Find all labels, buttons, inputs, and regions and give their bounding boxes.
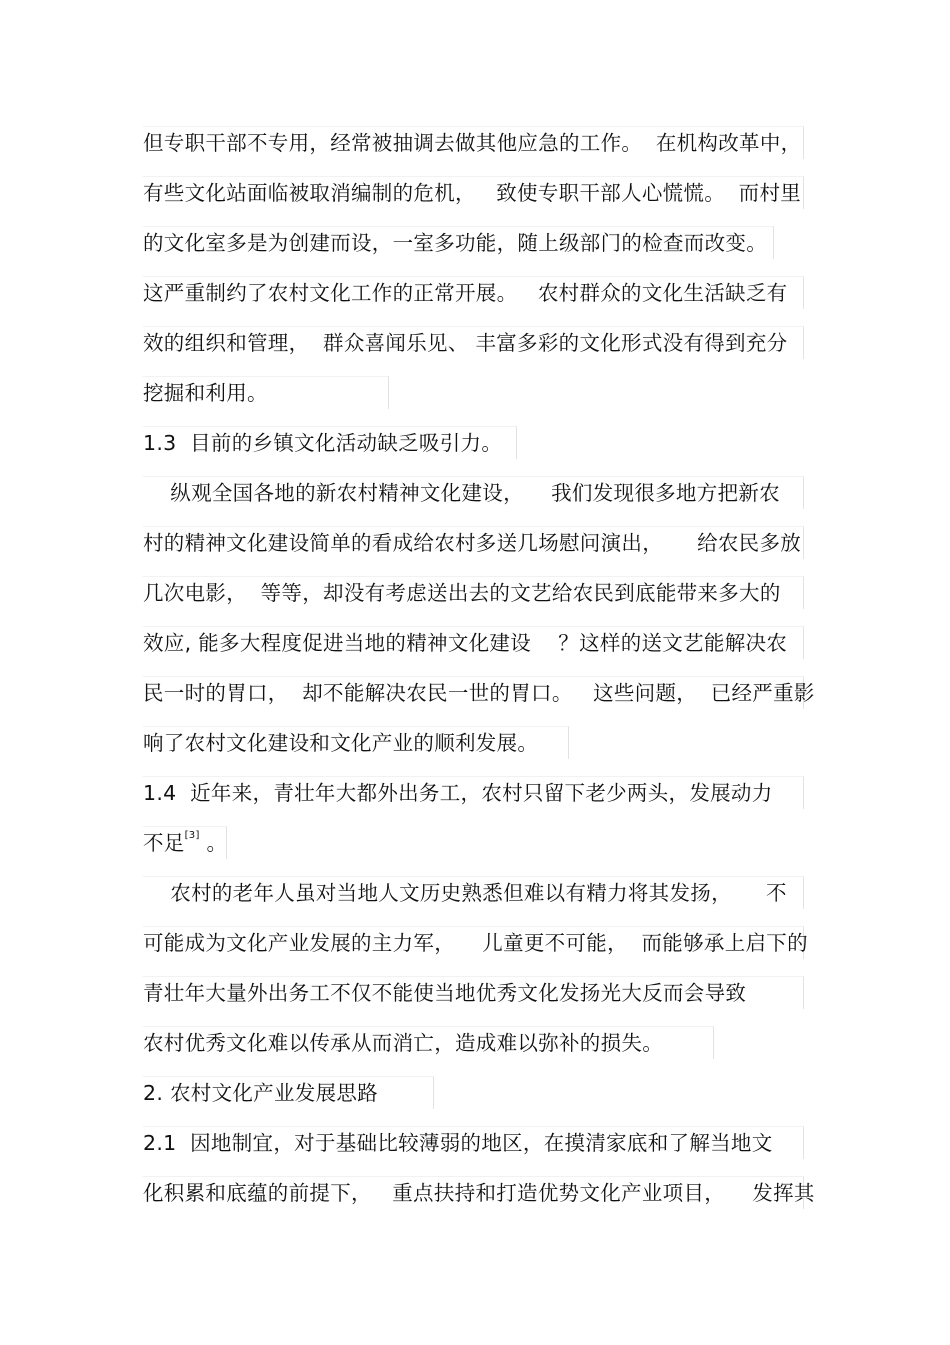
text-line: 纵观全国各地的新农村精神文化建设， 我们发现很多地方把新农 [143, 476, 804, 509]
footnote-reference: [3] [184, 830, 200, 841]
text-line: 可能成为文化产业发展的主力军， 儿童更不可能， 而能够承上启下的 [143, 926, 804, 959]
footnote-line-tail: 。 [199, 831, 228, 855]
text-line: 化积累和底蕴的前提下， 重点扶持和打造优势文化产业项目， 发挥其 [143, 1176, 804, 1209]
section-heading: 1.3 目前的乡镇文化活动缺乏吸引力。 [143, 426, 517, 459]
text-line: 村的精神文化建设简单的看成给农村多送几场慰问演出， 给农民多放 [143, 526, 804, 559]
footnote-line-text: 不足 [143, 831, 185, 855]
text-line: 青壮年大量外出务工不仅不能使当地优秀文化发扬光大反而会导致 [143, 976, 804, 1009]
text-line: 几次电影， 等等，却没有考虑送出去的文艺给农民到底能带来多大的 [143, 576, 804, 609]
text-line: 的文化室多是为创建而设，一室多功能，随上级部门的检查而改变。 [143, 226, 774, 259]
text-line: 农村优秀文化难以传承从而消亡，造成难以弥补的损失。 [143, 1026, 714, 1059]
text-line: 响了农村文化建设和文化产业的顺利发展。 [143, 726, 569, 759]
text-line-with-footnote [143, 826, 227, 859]
text-line: 效应, 能多大程度促进当地的精神文化建设 ？这样的送文艺能解决农 [143, 626, 804, 659]
section-heading: 1.4 近年来，青壮年大都外出务工，农村只留下老少两头，发展动力 [143, 776, 804, 809]
text-line: 民一时的胃口， 却不能解决农民一世的胃口。 这些问题， 已经严重影 [143, 676, 804, 709]
text-line: 但专职干部不专用，经常被抽调去做其他应急的工作。 在机构改革中， [143, 126, 804, 159]
text-line: 挖掘和利用。 [143, 376, 389, 409]
text-line: 有些文化站面临被取消编制的危机， 致使专职干部人心慌慌。 而村里 [143, 176, 804, 209]
section-heading: 2.1 因地制宜，对于基础比较薄弱的地区，在摸清家底和了解当地文 [143, 1126, 804, 1159]
text-line: 这严重制约了农村文化工作的正常开展。 农村群众的文化生活缺乏有 [143, 276, 804, 309]
text-line: 效的组织和管理， 群众喜闻乐见、 丰富多彩的文化形式没有得到充分 [143, 326, 804, 359]
text-line: 农村的老年人虽对当地人文历史熟悉但难以有精力将其发扬， 不 [143, 876, 804, 909]
section-heading: 2. 农村文化产业发展思路 [143, 1076, 434, 1109]
